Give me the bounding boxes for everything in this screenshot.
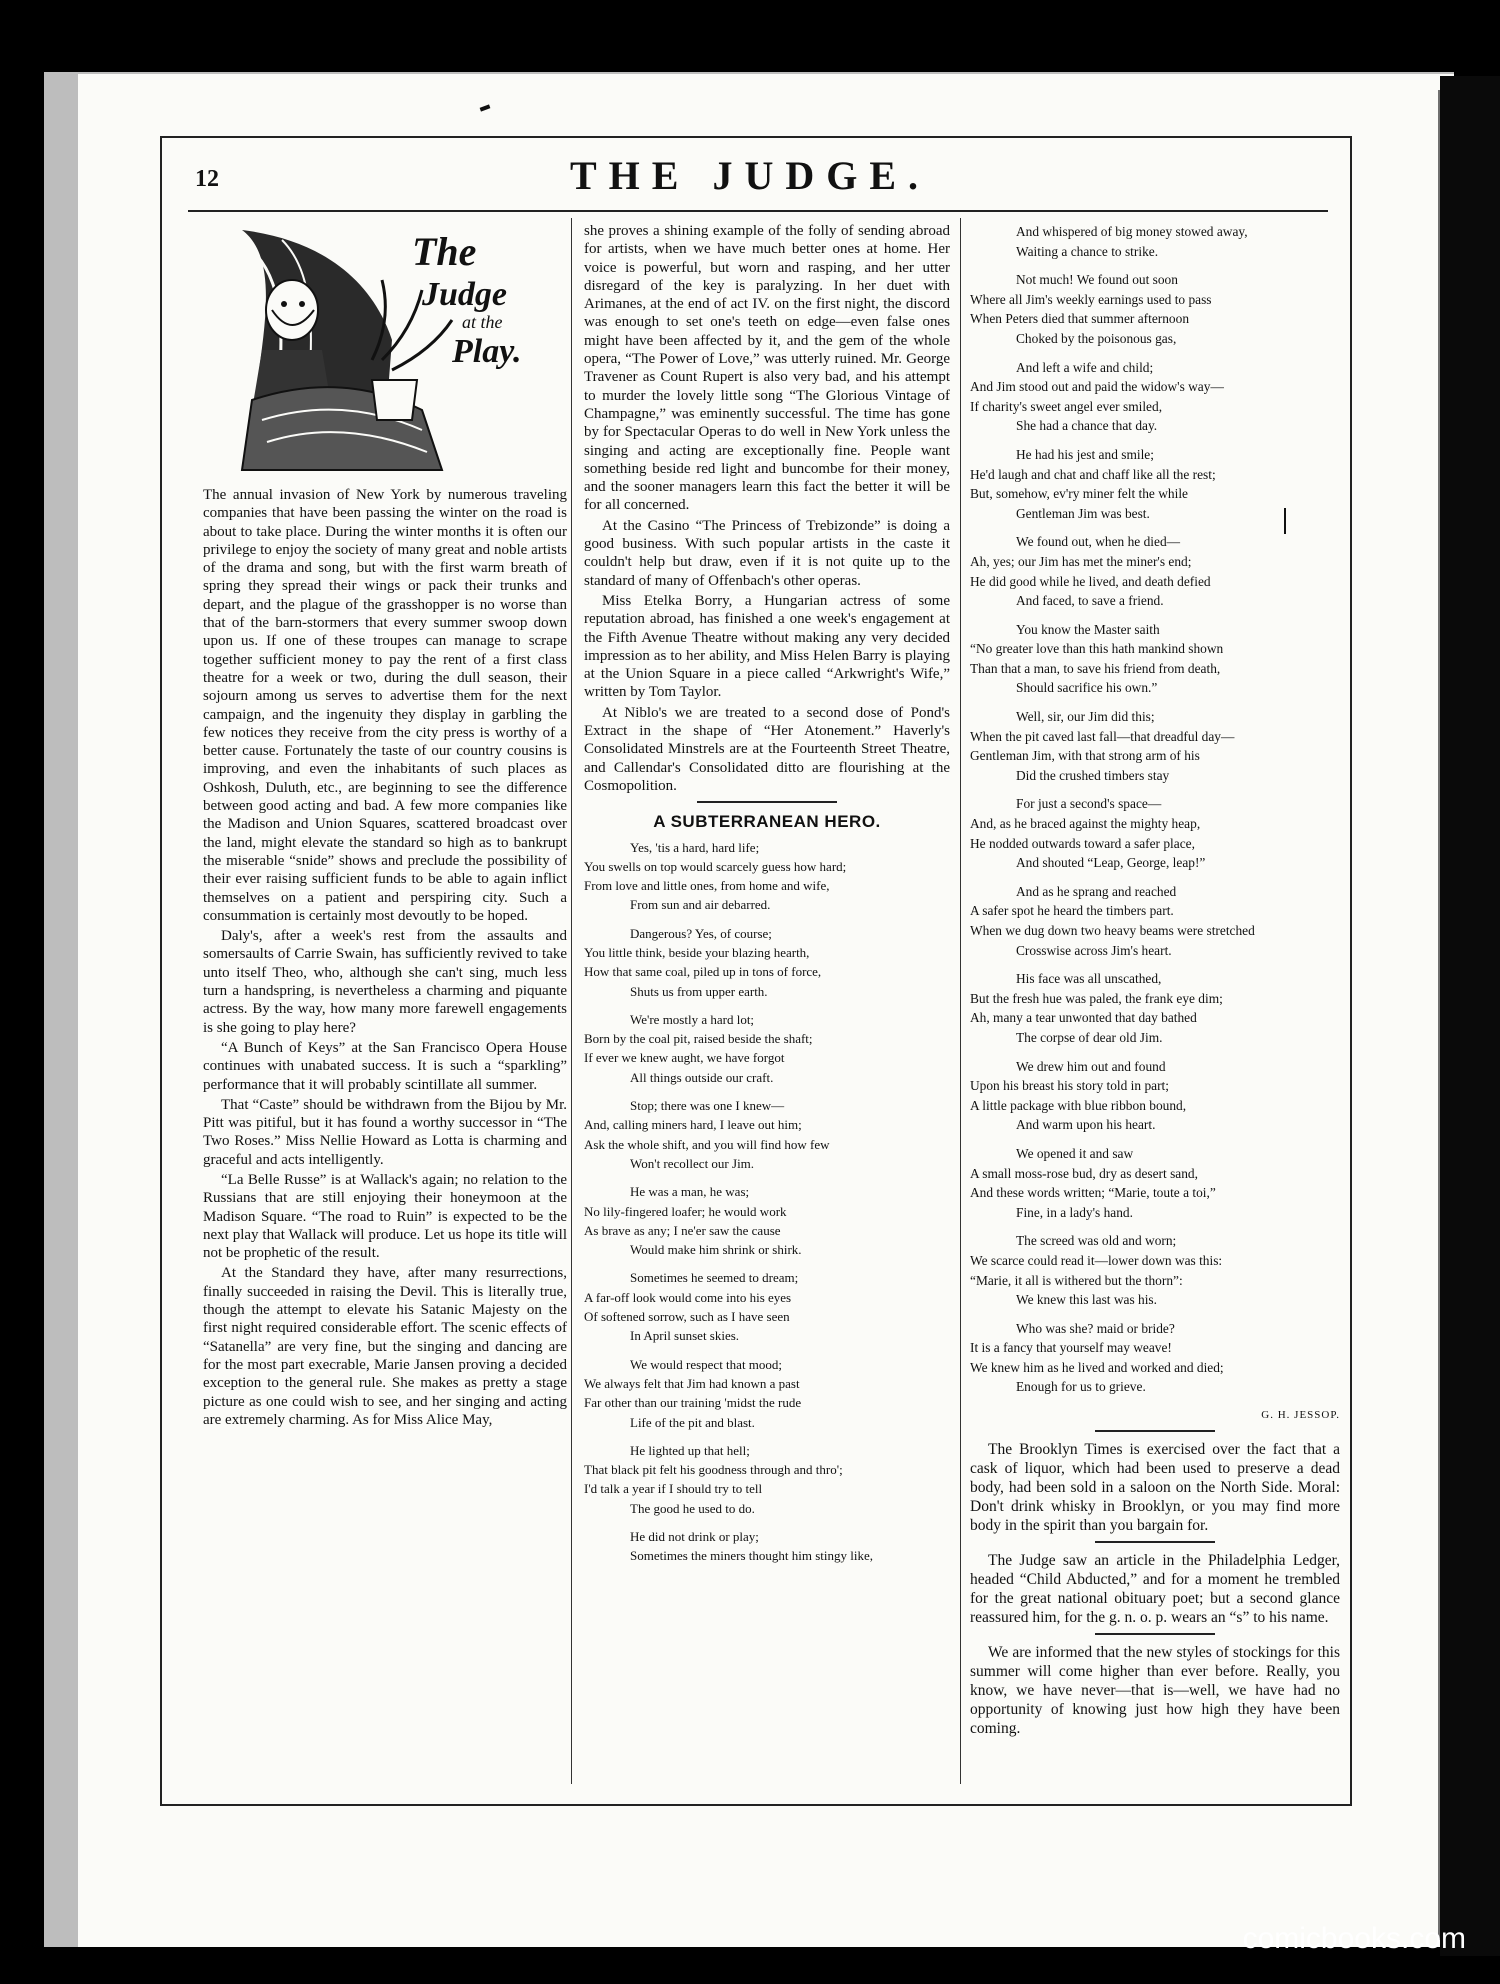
poem-line: From love and little ones, from home and wife, <box>584 878 830 894</box>
section-separator-2 <box>1095 1430 1215 1432</box>
poem-line: And shouted “Leap, George, leap!” <box>1016 855 1206 871</box>
poem-line: For just a second's space— <box>1016 796 1162 812</box>
poem-line: Dangerous? Yes, of course; <box>630 925 772 941</box>
col3-paragraph-3: We are informed that the new styles of stockings for this summer will come higher than ever before. Really, you know, we have never—that is—well, we have had no opportunity of knowing just how high they have been coming. <box>970 1644 1340 1738</box>
poem-line: From sun and air debarred. <box>630 897 771 913</box>
poem-line: Should sacrifice his own.” <box>1016 680 1158 696</box>
poem-line: When Peters died that summer afternoon <box>970 311 1190 327</box>
poem-line: And warm upon his heart. <box>1016 1117 1156 1133</box>
poem-line: A far-off look would come into his eyes <box>584 1289 792 1305</box>
poem-title: A SUBTERRANEAN HERO. <box>653 812 881 832</box>
poem-line: He was a man, he was; <box>630 1184 750 1200</box>
poem-stanza <box>970 882 1340 960</box>
poem-line: I'd talk a year if I should try to tell <box>584 1481 763 1497</box>
poem-line: Crosswise across Jim's heart. <box>1016 942 1172 958</box>
poem-stanza <box>970 707 1340 785</box>
poem-stanza <box>970 270 1340 348</box>
poem-line: It is a fancy that yourself may weave! <box>970 1340 1172 1356</box>
col1-paragraph-6: At the Standard they have, after many resurrections, finally succeeded in raising the Devil. This is literally true, though the attempt to elevate his Satanic Majesty on the first night required considerable effort. The scenic effects of “Satanella” are very fine, but the singing and dancing are for the most part execrable, Marie Jansen proving a decided exception to the general rule. She makes as pretty a stage picture as one could wish to see, and her singing and acting are extremely charming. As for Miss Alice May, <box>203 1265 567 1428</box>
poem-line: Who was she? maid or bride? <box>1016 1320 1175 1336</box>
column-2 <box>584 222 950 1788</box>
poem-line: In April sunset skies. <box>630 1328 740 1344</box>
poem-stanza <box>970 1231 1340 1309</box>
section-separator-4 <box>1095 1633 1215 1635</box>
poem-line: She had a chance that day. <box>1016 418 1158 434</box>
section-separator <box>697 801 837 803</box>
poem-stanza <box>970 358 1340 436</box>
poem-line: That black pit felt his goodness through and thro'; <box>584 1462 843 1478</box>
poem-line: All things outside our craft. <box>630 1069 774 1085</box>
poem-line: Well, sir, our Jim did this; <box>1016 709 1155 725</box>
binding-shadow <box>1440 76 1500 1956</box>
poem-line: He lighted up that hell; <box>630 1442 750 1458</box>
poem-line: When we dug down two heavy beams were stretched <box>970 923 1255 938</box>
poem-line: Shuts us from upper earth. <box>630 983 768 999</box>
poem-line: Would make him shrink or shirk. <box>630 1242 802 1258</box>
poem-line: Yes, 'tis a hard, hard life; <box>630 839 760 855</box>
poem-stanza <box>584 1268 950 1345</box>
col1-paragraph-5: “La Belle Russe” is at Wallack's again; no relation to the Russians that are still enjoying their honeymoon at the Madison Square. “The road to Ruin” is expected to be the next play that Wallack will produce. Let us hope its title will not be prophetic of the result. <box>203 1171 567 1262</box>
poem-line: “Marie, it all is withered but the thorn”: <box>970 1272 1183 1288</box>
poem-line: And whispered of big money stowed away, <box>1016 224 1248 239</box>
poem-line: No lily-fingered loafer; he would work <box>584 1203 787 1219</box>
poem-line: Sometimes he seemed to dream; <box>630 1270 799 1286</box>
poem-line: Did the crushed timbers stay <box>1016 767 1170 783</box>
poem-stanza <box>970 1319 1340 1397</box>
poem-line: We opened it and saw <box>1016 1145 1134 1161</box>
column-rule-2 <box>960 218 961 1784</box>
poem-line: If charity's sweet angel ever smiled, <box>970 398 1163 414</box>
poem-line: His face was all unscathed, <box>1016 971 1162 987</box>
poem-line: “No greater love than this hath mankind shown <box>970 641 1224 657</box>
col1-paragraph-1: The annual invasion of New York by numerous traveling companies that have been passing the winter on the road is about to take place. During the winter months it is often our privilege to enjoy the society of many great and noble artists of the drama and song, but with the first warm breath of spring they spread their wings or pack their trunks and depart, and the plague of the grasshopper is no worse than that of the barn-stormers that every summer swoop down upon us. If one of these troupes can manage to scrape together sufficient money to pay the rent of a first class theatre for a week or two, during the dull season, their sojourn among us serves to advertise them for the next campaign, and the ingenuity they display in garbling the few notices they receive from the city press is worthy of a better cause. Fortunately the taste of our country cousins is improving, and even the inhabitants of such places as Oshkosh, Duluth, etc., are beginning to see the difference between good acting and bad. A few more companies like the Madison and Union Squares, scattered broadcast over the land, might elevate the standard so high as to bankrupt the miserable “snide” shows and preclude the possibility of their ever raising sufficient funds to be able to again inflict themselves on a patient and perspiring city. Such a consummation is certainly most devoutly to be hoped. <box>203 487 567 924</box>
poem-line: Fine, in a lady's hand. <box>1016 1204 1133 1220</box>
poem-line: The good he used to do. <box>630 1500 755 1516</box>
column-3 <box>970 222 1340 1788</box>
poem-line: We would respect that mood; <box>630 1356 783 1372</box>
poem-part-2 <box>970 222 1340 1397</box>
poem-part-1 <box>584 838 950 1566</box>
poem-line: Stop; there was one I knew— <box>630 1098 785 1114</box>
margin-mark <box>1284 508 1286 534</box>
masthead-title: THE JUDGE. <box>569 153 931 198</box>
svg-text:Play.: Play. <box>452 333 522 370</box>
poem-line: He'd laugh and chat and chaff like all the rest; <box>970 466 1216 482</box>
poem-line: He nodded outwards toward a safer place, <box>970 835 1195 851</box>
poem-line: Ask the whole shift, and you will find how few <box>584 1136 830 1152</box>
poem-line: A little package with blue ribbon bound, <box>970 1097 1187 1113</box>
poem-line: Ah, yes; our Jim has met the miner's end; <box>970 553 1192 569</box>
judge-at-play-illustration <box>222 220 552 480</box>
poem-line: Gentleman Jim was best. <box>1016 505 1150 521</box>
poem-line: And faced, to save a friend. <box>1016 593 1164 609</box>
poem-line: We're mostly a hard lot; <box>630 1011 755 1027</box>
column-rule-1 <box>571 218 572 1784</box>
col1-paragraph-2: Daly's, after a week's rest from the assaults and somersaults of Carrie Swain, has sufficiently revived to take unto itself Theo, who, although she can't sing, much less turn a handspring, is nevertheless a charming and piquante actress. By the way, how many more farewell engagements is she going to play here? <box>203 928 567 1036</box>
poem-signature: G. H. JESSOP. <box>1261 1409 1340 1422</box>
page-number: 12 <box>195 166 219 192</box>
poem-line: We always felt that Jim had known a past <box>584 1375 800 1391</box>
poem-line: Far other than our training 'midst the rude <box>584 1395 802 1411</box>
poem-stanza <box>584 924 950 1001</box>
poem-line: Enough for us to grieve. <box>1016 1379 1146 1395</box>
poem-line: As brave as any; I ne'er saw the cause <box>584 1222 781 1238</box>
poem-line: If ever we knew aught, we have forgot <box>584 1050 785 1066</box>
column-1 <box>203 486 567 1786</box>
poem-line: Not much! We found out soon <box>1016 272 1178 288</box>
poem-line: He had his jest and smile; <box>1016 446 1154 462</box>
poem-stanza <box>584 1182 950 1259</box>
poem-line: You swells on top would scarcely guess how hard; <box>584 858 847 874</box>
poem-stanza <box>970 1057 1340 1135</box>
poem-line: The corpse of dear old Jim. <box>1016 1029 1163 1045</box>
poem-line: But the fresh hue was paled, the frank eye dim; <box>970 990 1223 1006</box>
poem-stanza <box>584 1527 950 1566</box>
col1-paragraph-3: “A Bunch of Keys” at the San Francisco Opera House continues with unabated success. It is such a “sparkling” performance that it will probably scintillate all summer. <box>203 1039 567 1093</box>
poem-line: Life of the pit and blast. <box>630 1414 755 1430</box>
poem-line: And as he sprang and reached <box>1016 883 1177 899</box>
poem-line: Born by the coal pit, raised beside the shaft; <box>584 1031 813 1047</box>
poem-line: And Jim stood out and paid the widow's way— <box>970 379 1224 395</box>
poem-line: We knew him as he lived and worked and died; <box>970 1359 1224 1375</box>
poem-line: How that same coal, piled up in tons of force, <box>584 964 822 980</box>
poem-line: He did good while he lived, and death defied <box>970 573 1211 589</box>
site-watermark: comicbooks.com <box>1242 1922 1466 1955</box>
svg-text:The: The <box>412 229 477 274</box>
poem-line: But, somehow, ev'ry miner felt the while <box>970 486 1188 502</box>
poem-line: Than that a man, to save his friend from death, <box>970 660 1221 676</box>
poem-line: Upon his breast his story told in part; <box>970 1078 1169 1094</box>
poem-line: And, calling miners hard, I leave out him; <box>584 1117 802 1133</box>
poem-line: Won't recollect our Jim. <box>630 1155 755 1171</box>
poem-line: Of softened sorrow, such as I have seen <box>584 1309 790 1325</box>
poem-line: And, as he braced against the mighty heap, <box>970 816 1201 832</box>
poem-stanza <box>970 969 1340 1047</box>
poem-stanza <box>970 794 1340 872</box>
col2-paragraph-1: she proves a shining example of the folly of sending abroad for artists, when we have much better ones at home. Her voice is powerful, but worn and rasping, and her utter disregard of the key is paralyzing. In her duet with Arimanes, at the end of act IV. on the first night, the discord was enough to set one's teeth on edge—even false ones might have been affected by it, and the gem of the whole opera, “The Power of Love,” was utterly ruined. Mr. George Travener as Count Rupert is also very bad, and his attempt to murder the lovely little song “The Glorious Vintage of Champagne,” was eminently successful. The time has gone by for Spectacular Operas to do well in New York unless the singing and acting are exceptionally fine. People want something beside red light and buncombe for their money, and the sooner managers learn this fact the better it will be for all concerned. <box>584 223 950 514</box>
poem-stanza <box>970 532 1340 610</box>
poem-stanza <box>584 838 950 915</box>
poem-line: You little think, beside your blazing hearth, <box>584 944 810 960</box>
svg-text:Judge: Judge <box>422 276 507 313</box>
poem-stanza <box>584 1441 950 1518</box>
poem-line: A small moss-rose bud, dry as desert sand, <box>970 1165 1198 1181</box>
header-rule <box>188 210 1328 212</box>
col3-paragraph-1: The Brooklyn Times is exercised over the fact that a cask of liquor, which had been used to preserve a dead body, had been sold in a saloon on the North Side. Moral: Don't drink whisky in Brooklyn, or you may find more body in the spirit than you bargain for. <box>970 1441 1340 1535</box>
poem-line: We drew him out and found <box>1016 1058 1166 1074</box>
poem-stanza <box>970 222 1340 261</box>
col3-paragraph-2: The Judge saw an article in the Philadelphia Ledger, headed “Child Abducted,” and for a moment he trembled for the great national obituary poet; but a second glance reassured him, for the g. n. o. p. wears an “s” to his name. <box>970 1552 1340 1627</box>
svg-text:at the: at the <box>462 312 503 332</box>
poem-line: Waiting a chance to strike. <box>1016 243 1159 259</box>
col2-paragraph-4: At Niblo's we are treated to a second dose of Pond's Extract in the shape of “Her Atonement.” Haverly's Consolidated Minstrels are at the Fourteenth Street Theatre, and Callendar's Consolidated ditto are flourishing at the Cosmopolition. <box>584 704 950 794</box>
poem-line: And left a wife and child; <box>1016 359 1154 375</box>
poem-line: We knew this last was his. <box>1016 1292 1157 1308</box>
poem-line: We found out, when he died— <box>1016 534 1181 550</box>
poem-stanza <box>970 1144 1340 1222</box>
poem-line: Where all Jim's weekly earnings used to pass <box>970 291 1212 307</box>
poem-line: He did not drink or play; <box>630 1529 759 1544</box>
col1-paragraph-4: That “Caste” should be withdrawn from the Bijou by Mr. Pitt was pitiful, but it has found a worthy successor in “The Two Roses.” Miss Nellie Howard as Lotta is charming and graceful and acts intelligently. <box>203 1096 567 1168</box>
poem-stanza <box>584 1355 950 1432</box>
poem-line: We scarce could read it—lower down was this: <box>970 1252 1223 1268</box>
poem-line: A safer spot he heard the timbers part. <box>970 903 1174 919</box>
section-separator-3 <box>1095 1541 1215 1543</box>
poem-stanza <box>584 1010 950 1087</box>
poem-line: You know the Master saith <box>1016 621 1160 637</box>
col2-paragraph-3: Miss Etelka Borry, a Hungarian actress of some reputation abroad, has finished a one week's engagement at the Fifth Avenue Theatre without making any very decided impression as to her ability, and Miss Helen Barry is playing at the Union Square in a piece called “Arkwright's Wife,” written by Tom Taylor. <box>584 592 950 701</box>
poem-stanza <box>970 620 1340 698</box>
col2-paragraph-2: At the Casino “The Princess of Trebizonde” is doing a good business. With such popular artists in the caste it couldn't help but draw, even if it is not quite up to the standard of many of Offenbach's other operas. <box>584 517 950 589</box>
poem-line: Gentleman Jim, with that strong arm of his <box>970 748 1200 764</box>
poem-line: Ah, many a tear unwonted that day bathed <box>970 1010 1197 1026</box>
poem-line: When the pit caved last fall—that dreadful day— <box>970 728 1235 744</box>
poem-stanza <box>584 1096 950 1173</box>
poem-line: Sometimes the miners thought him stingy like, <box>630 1548 874 1564</box>
poem-line: Choked by the poisonous gas, <box>1016 330 1177 346</box>
poem-line: And these words written; “Marie, toute a toi,” <box>970 1185 1216 1201</box>
poem-line: The screed was old and worn; <box>1016 1233 1177 1249</box>
